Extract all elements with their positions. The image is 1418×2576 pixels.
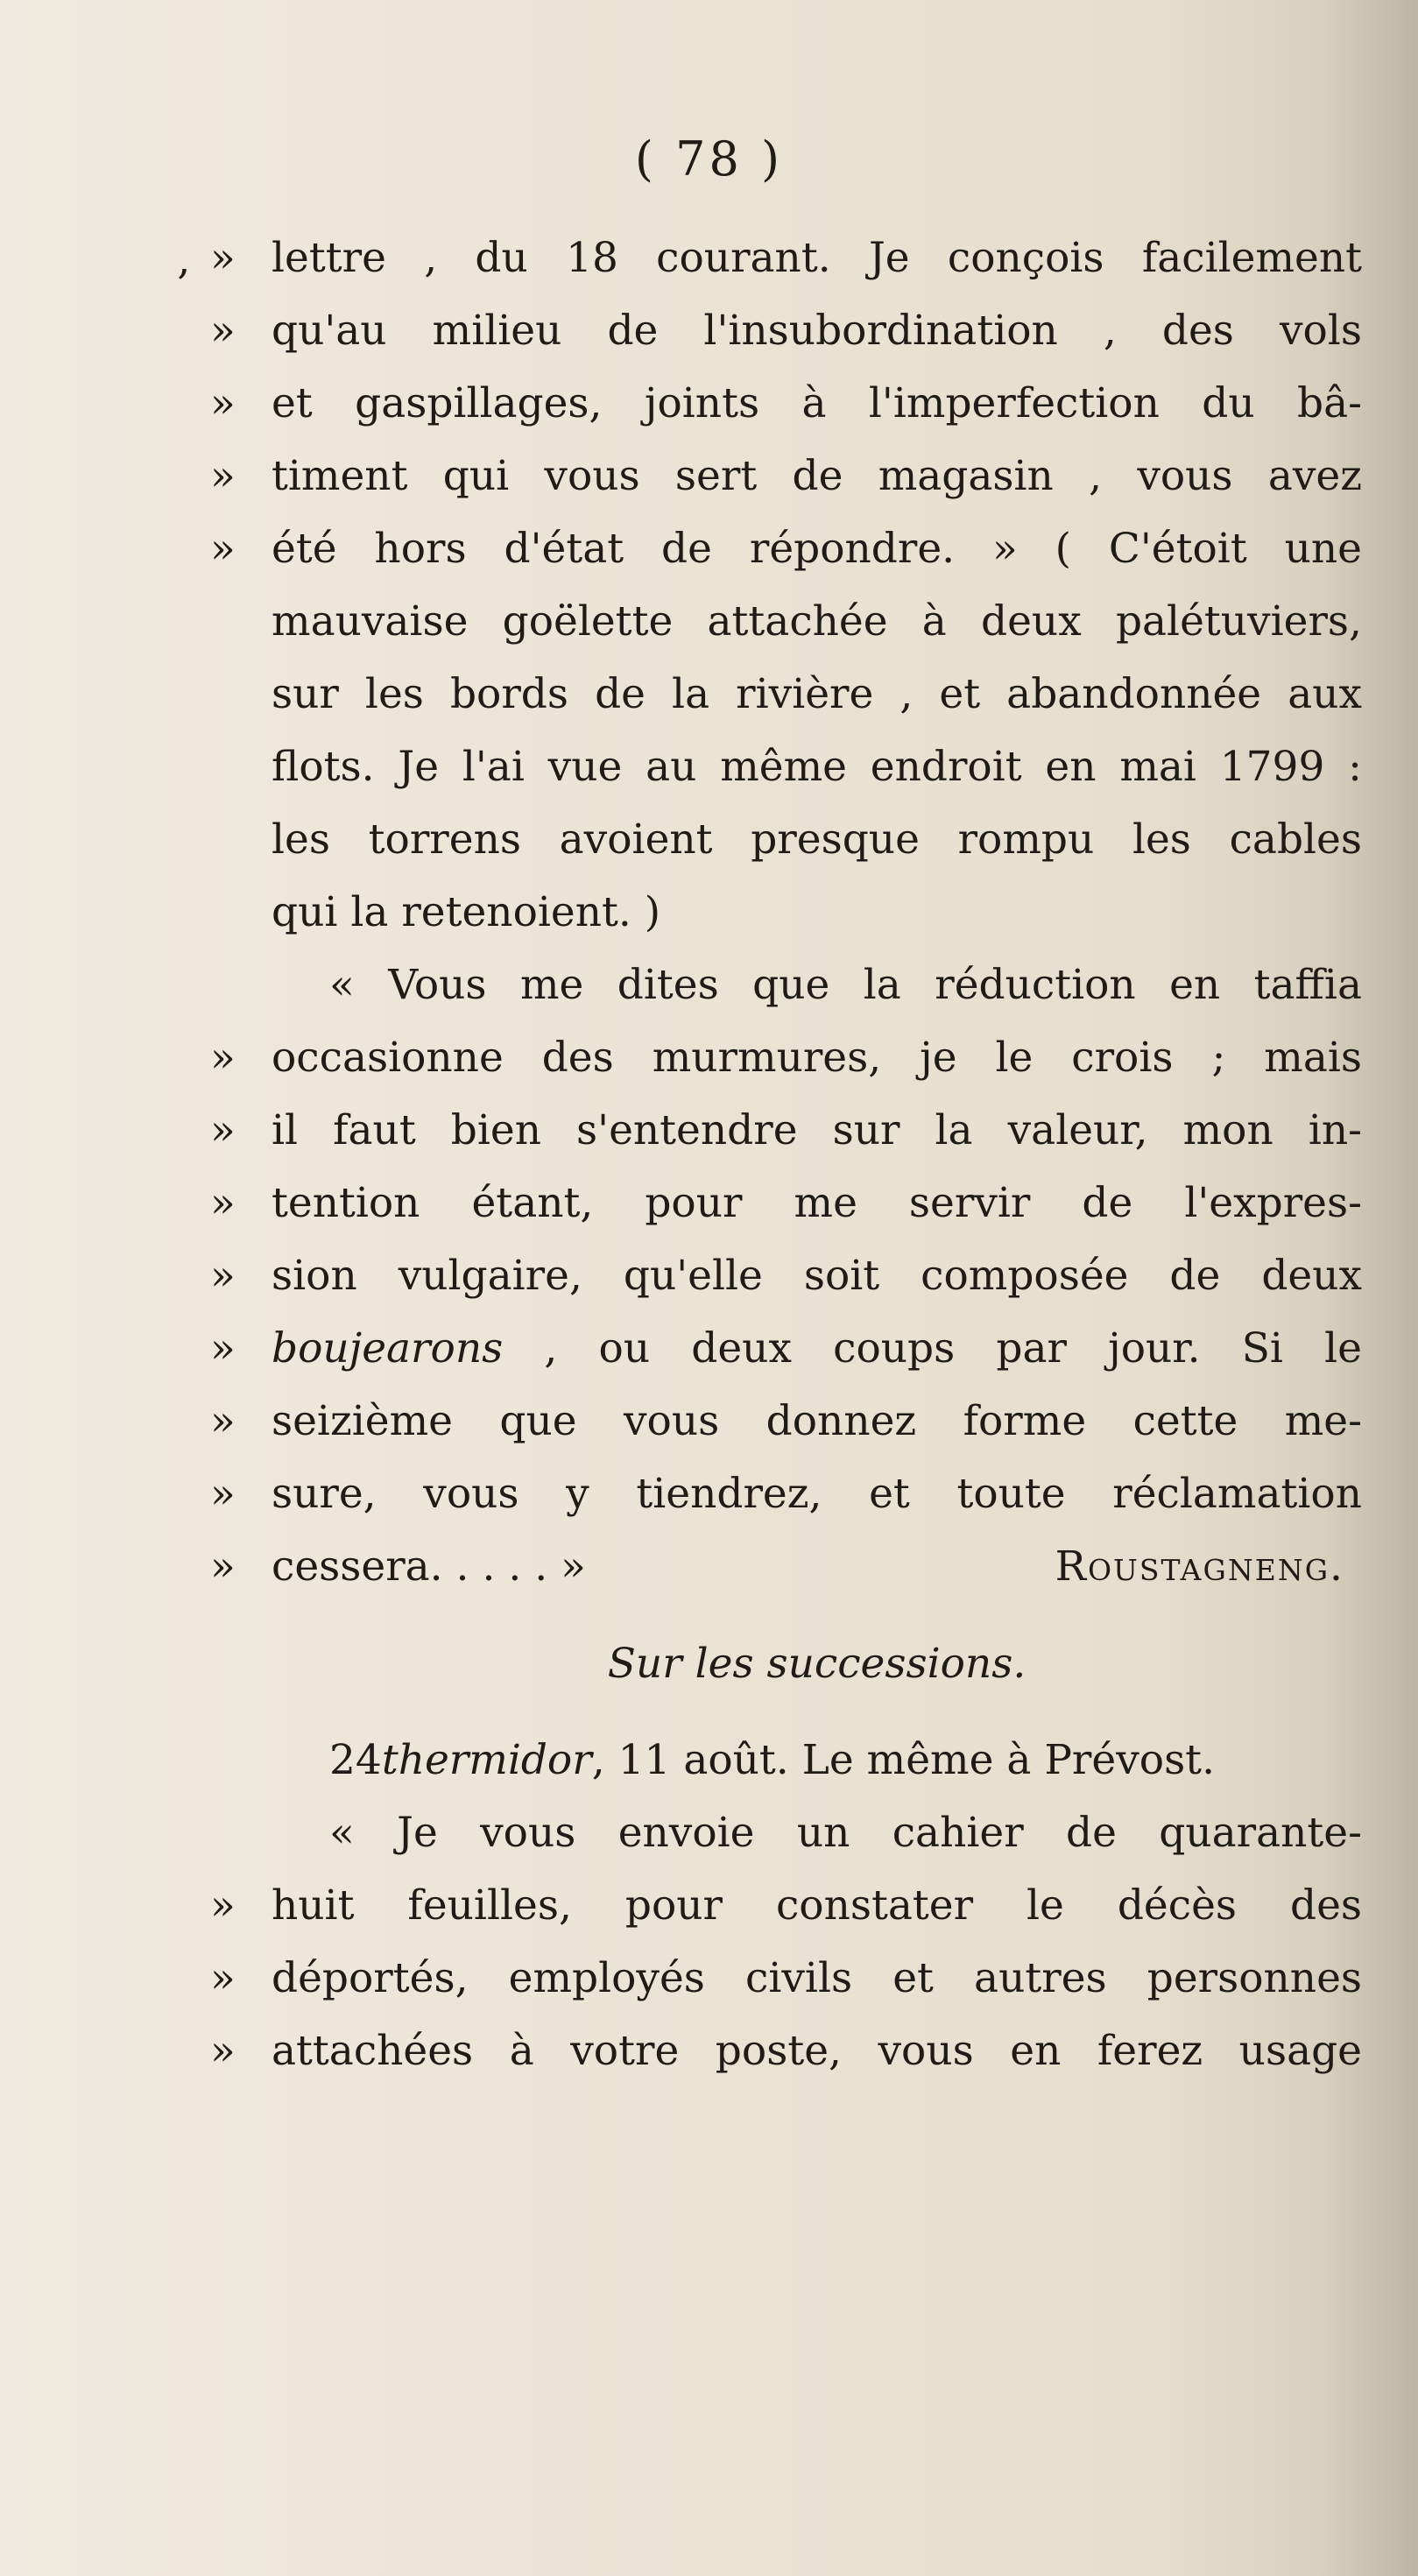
date-line: [272, 1734, 1362, 1807]
margin-mark: ‚: [177, 236, 190, 284]
line-text: tention étant, pour me servir de l'expres-: [272, 1179, 1362, 1227]
text-line: [272, 668, 1362, 741]
line-text: timent qui vous sert de magasin , vous avez: [272, 452, 1362, 500]
italic-word: boujearons: [272, 1324, 504, 1373]
line-text: « Je vous envoie un cahier de quarante-: [329, 1809, 1362, 1857]
quote-mark: »: [210, 452, 236, 500]
line-text: il faut bien s'entendre sur la valeur, mon in-: [272, 1106, 1362, 1154]
page-number: ( 78 ): [634, 131, 784, 187]
text-line: [272, 886, 1362, 959]
text-line: [210, 523, 1362, 596]
line-text: été hors d'état de répondre. » ( C'étoit une: [272, 525, 1362, 573]
text-line: [210, 1323, 1362, 1395]
date-rest: , 11 août. Le même à Prévost.: [591, 1736, 1216, 1784]
quote-mark: »: [210, 1034, 236, 1082]
line-text: huit feuilles, pour constater le décès des: [272, 1881, 1362, 1930]
text-line: [210, 305, 1362, 378]
text-line: [210, 1032, 1362, 1105]
text-line: [210, 2025, 1362, 2098]
date-month: thermidor: [381, 1736, 592, 1784]
text-line: [272, 814, 1362, 886]
line-text: déportés, employés civils et autres personnes: [272, 1954, 1362, 2002]
line-text: lettre , du 18 courant. Je conçois facilement: [272, 234, 1362, 282]
line-text: seizième que vous donnez forme cette me-: [272, 1397, 1362, 1445]
date-day: 24: [329, 1736, 382, 1784]
text-line: [210, 1105, 1362, 1177]
quote-mark: »: [210, 2027, 236, 2075]
quote-mark: »: [210, 1542, 236, 1591]
line-text: « Vous me dites que la réduction en taffia: [329, 961, 1362, 1009]
quote-mark: »: [210, 1324, 236, 1373]
line-text: flots. Je l'ai vue au même endroit en mai 1799 :: [272, 743, 1362, 791]
text-line: [210, 1952, 1362, 2025]
line-text: qu'au milieu de l'insubordination , des vols: [272, 307, 1362, 355]
text-line: [210, 1250, 1362, 1323]
text-line: [210, 1541, 1362, 1613]
section-heading: Sur les successions.: [607, 1640, 1026, 1688]
text-line: [177, 232, 1362, 305]
quote-mark: »: [210, 525, 236, 573]
text-line: [210, 450, 1362, 523]
quote-mark: »: [210, 379, 236, 427]
line-text: sure, vous y tiendrez, et toute réclamation: [272, 1470, 1362, 1518]
quote-mark: »: [210, 1397, 236, 1445]
text-line: [210, 1177, 1362, 1250]
line-text: attachées à votre poste, vous en ferez usage: [272, 2027, 1362, 2075]
line-text: qui la retenoient. ): [272, 888, 661, 936]
text-body: [177, 232, 1362, 2098]
line-text: cessera. . . . . »: [272, 1542, 586, 1591]
quote-mark: »: [210, 1954, 236, 2002]
quote-mark: »: [210, 234, 236, 282]
text-line: [210, 1880, 1362, 1952]
quote-mark: »: [210, 1881, 236, 1930]
line-text: sur les bords de la rivière , et abandonnée aux: [272, 670, 1362, 718]
quote-mark: »: [210, 1252, 236, 1300]
line-text: les torrens avoient presque rompu les cables: [272, 815, 1362, 864]
signature: Roustagneng.: [1055, 1542, 1344, 1591]
text-line: [210, 1395, 1362, 1468]
line-text: et gaspillages, joints à l'imperfection du bâ-: [272, 379, 1362, 427]
text-line: [210, 378, 1362, 450]
text-line: [272, 596, 1362, 668]
quote-mark: »: [210, 1470, 236, 1518]
text-line: [272, 1807, 1362, 1880]
quote-mark: »: [210, 1179, 236, 1227]
line-text: occasionne des murmures, je le crois ; mais: [272, 1034, 1362, 1082]
text-line: [272, 959, 1362, 1032]
line-text: sion vulgaire, qu'elle soit composée de deux: [272, 1252, 1362, 1300]
text-line: [272, 741, 1362, 814]
quote-mark: »: [210, 1106, 236, 1154]
line-text: boujearons , ou deux coups par jour. Si le: [272, 1324, 1362, 1373]
text-line: [210, 1468, 1362, 1541]
quote-mark: »: [210, 307, 236, 355]
line-text: mauvaise goëlette attachée à deux palétuviers,: [272, 597, 1362, 646]
